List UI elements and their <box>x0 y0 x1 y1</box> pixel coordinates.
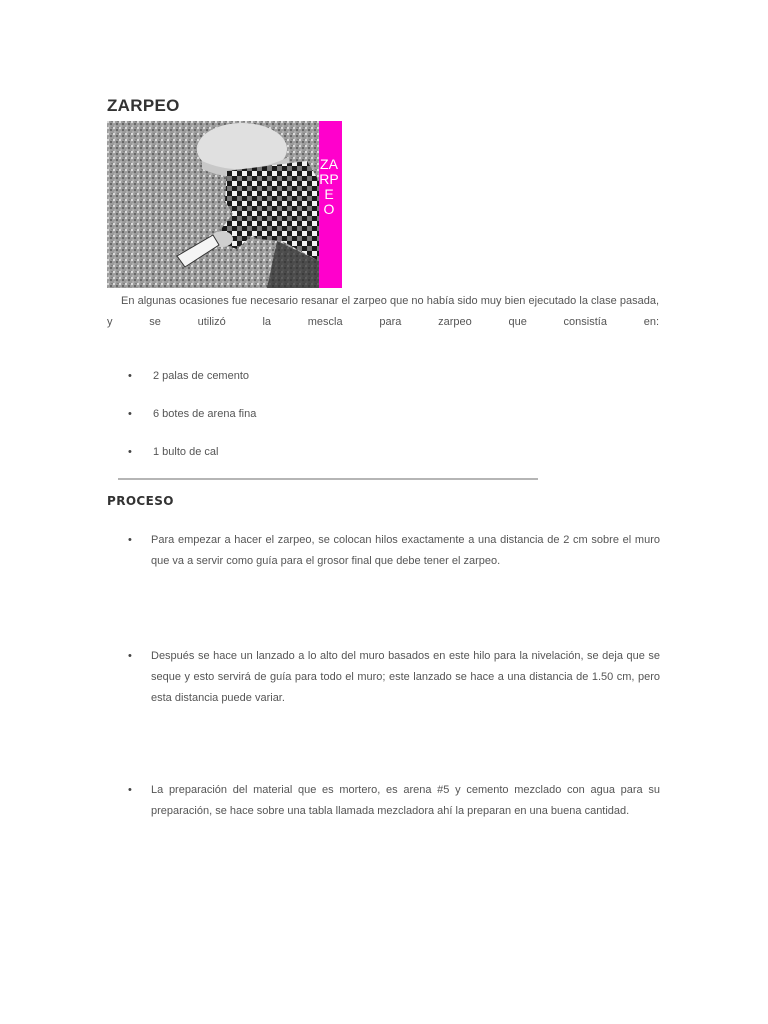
section-title: PROCESO <box>107 494 174 508</box>
list-item <box>107 405 256 424</box>
bullet-icon: • <box>128 784 132 796</box>
list-item <box>107 367 256 386</box>
material-text: 2 palas de cemento <box>153 370 250 382</box>
step-text: La preparación del material que es mortero, es arena #5 y cemento mezclado con agua para su preparación, se hace sobre una tabla llamada mezcladora ahí la preparan en una buena cantidad. <box>151 784 660 817</box>
list-item <box>107 780 660 822</box>
list-item <box>107 443 256 462</box>
material-text: 1 bulto de cal <box>153 446 219 458</box>
divider <box>118 478 538 480</box>
list-item <box>107 646 660 709</box>
intro-paragraph: En algunas ocasiones fue necesario resanar el zarpeo que no había sido muy bien ejecutado la clase pasada, y se utilizó la mescla para zarpeo que consistía en: <box>107 295 659 328</box>
list-item <box>107 530 660 572</box>
materials-list <box>107 367 256 481</box>
bullet-icon: • <box>128 534 132 546</box>
page-title: ZARPEO <box>107 96 180 115</box>
worker-plastering-photo <box>107 121 342 288</box>
bullet-icon: • <box>128 408 132 420</box>
zarpeo-figure <box>107 121 342 288</box>
material-text: 6 botes de arena fina <box>153 408 257 420</box>
bullet-icon: • <box>128 446 132 458</box>
bullet-icon: • <box>128 370 132 382</box>
step-text: Después se hace un lanzado a lo alto del muro basados en este hilo para la nivelación, se deja que se seque y esto servirá de guía para todo el muro; este lanzado se hace a una distancia de 1.50 cm, pero esta distancia puede variar. <box>151 650 660 704</box>
banner-text: ZARPEO <box>319 156 339 217</box>
bullet-icon: • <box>128 650 132 662</box>
step-text: Para empezar a hacer el zarpeo, se colocan hilos exactamente a una distancia de 2 cm sobre el muro que va a servir como guía para el grosor final que debe tener el zarpeo. <box>151 534 660 567</box>
